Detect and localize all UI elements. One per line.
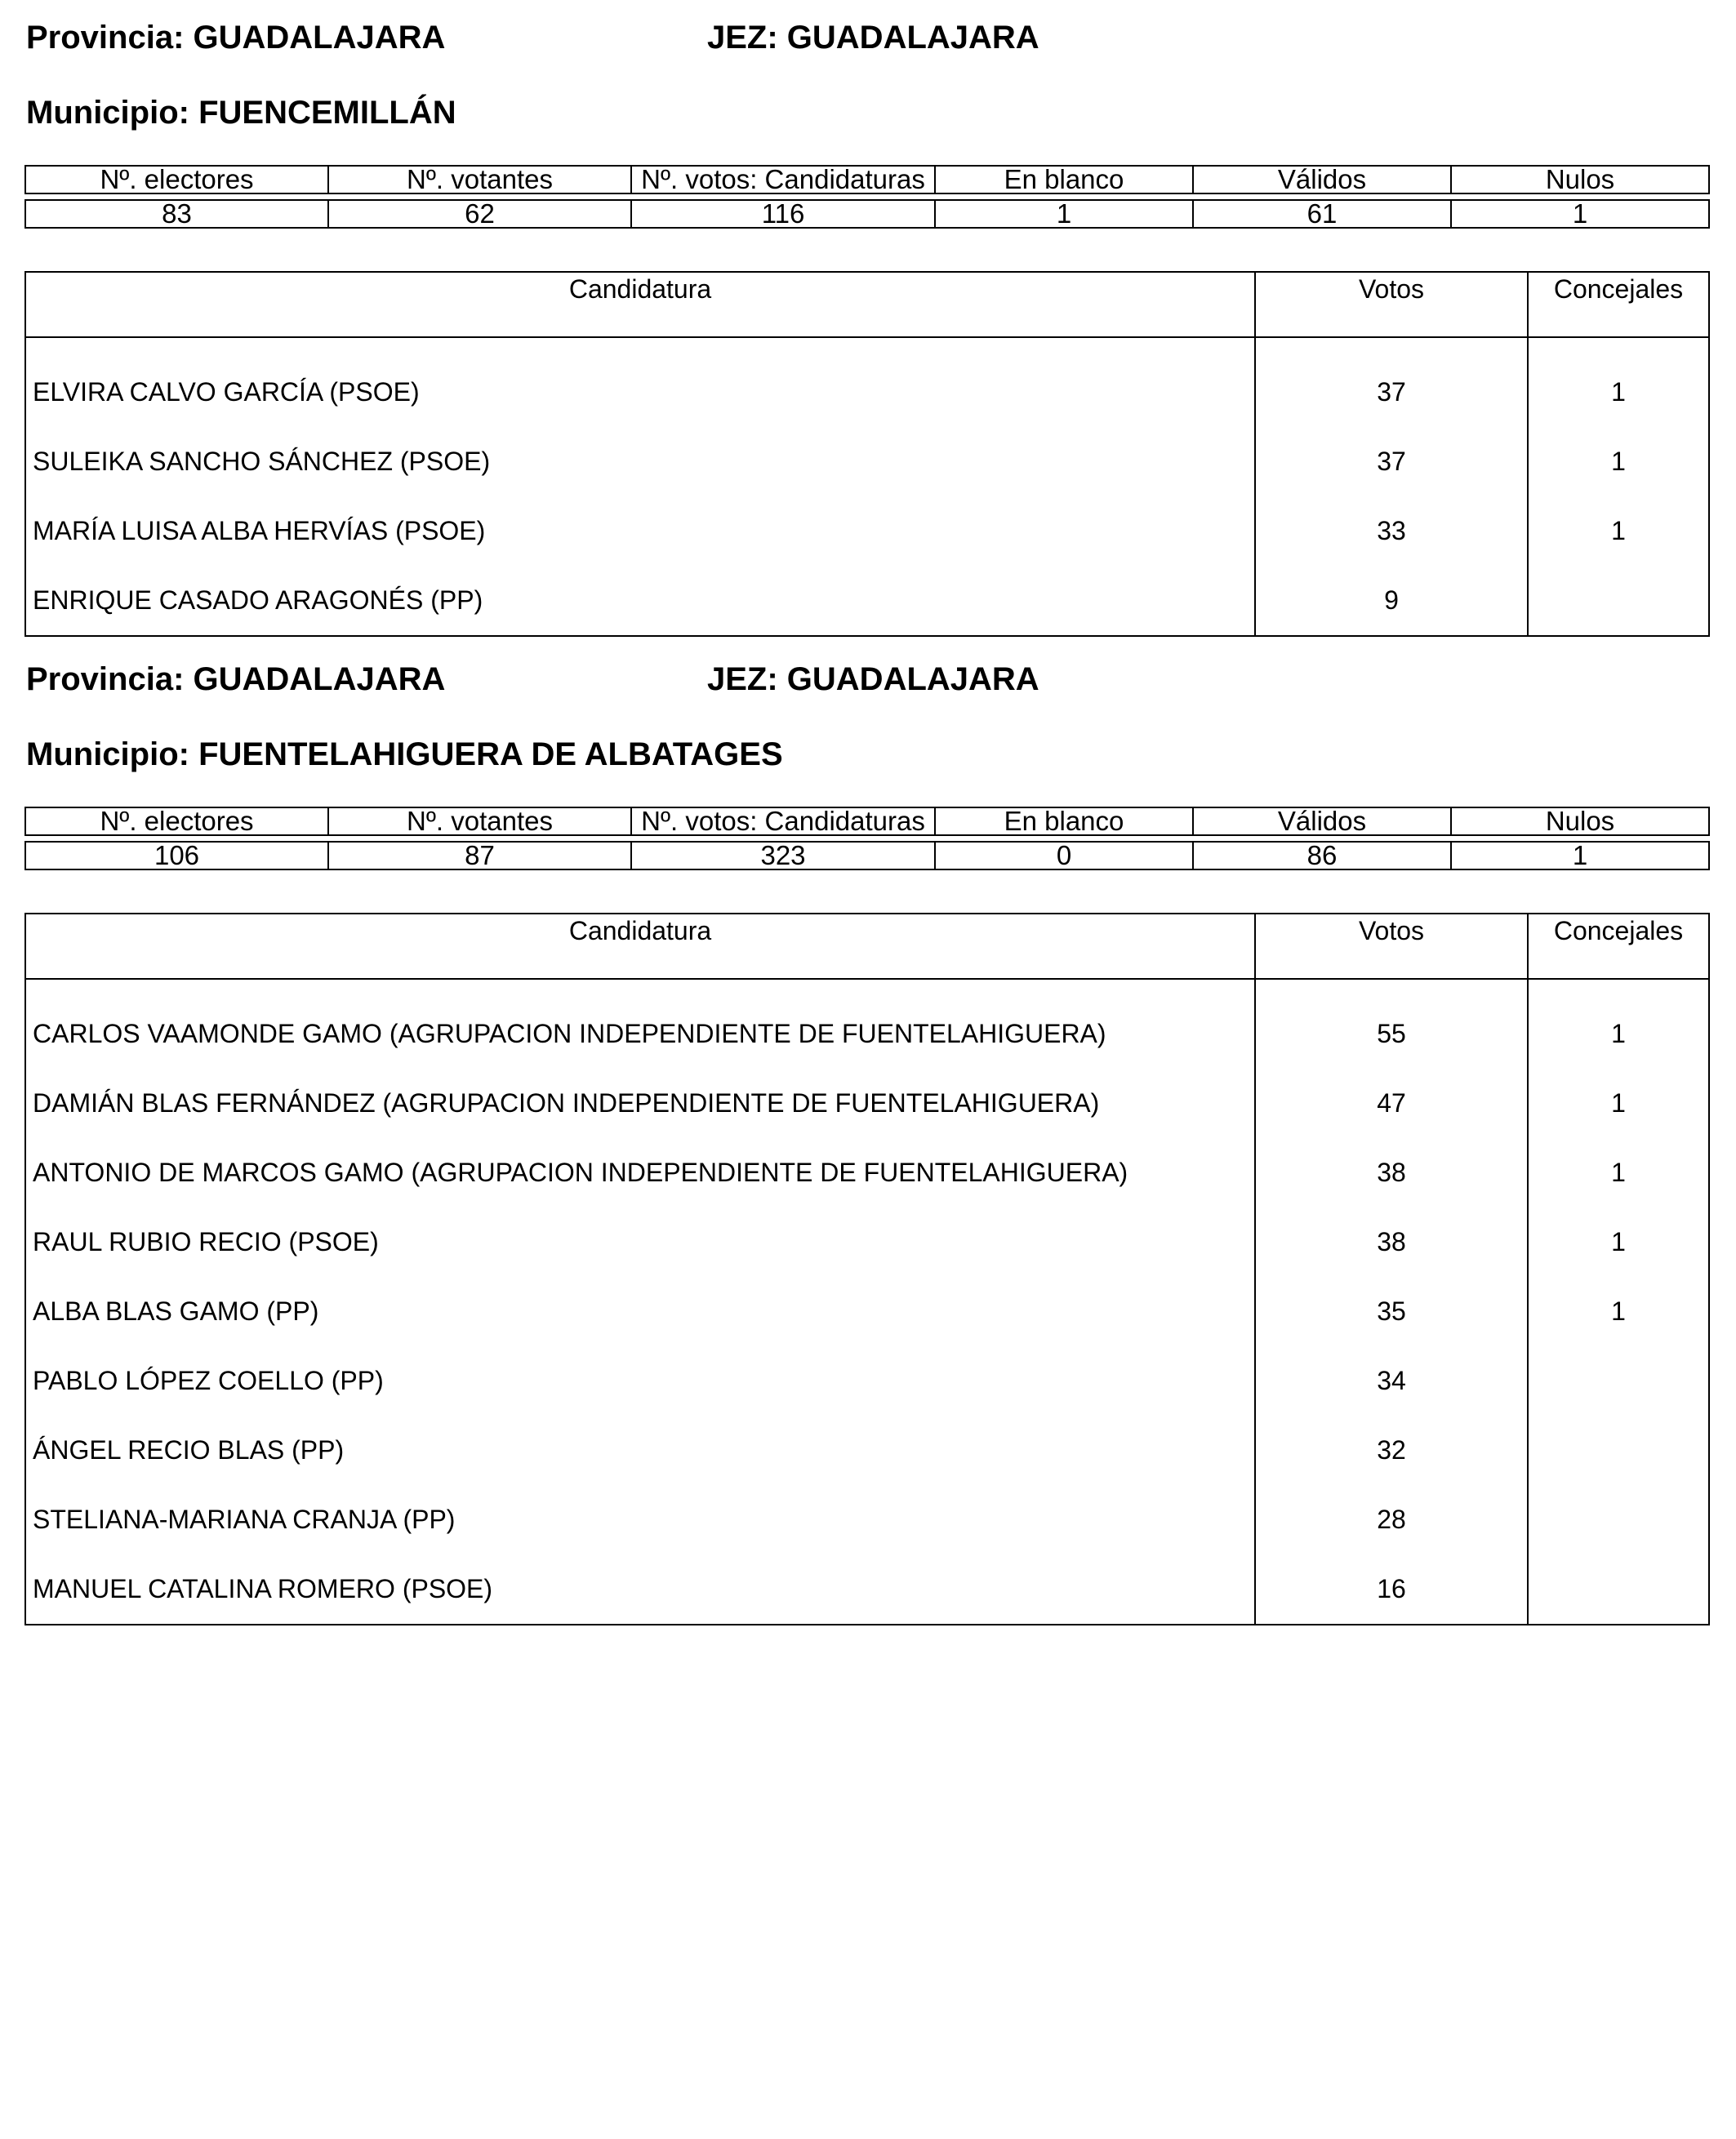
candidate-concejales bbox=[1528, 1416, 1709, 1485]
candidate-name: ALBA BLAS GAMO (PP) bbox=[33, 1296, 319, 1326]
summary-header-cell: En blanco bbox=[935, 807, 1193, 835]
candidate-row bbox=[25, 1207, 1709, 1277]
candidate-votos: 16 bbox=[1255, 1554, 1528, 1625]
summary-value-cell: 323 bbox=[631, 842, 935, 869]
summary-value-cell: 61 bbox=[1193, 200, 1451, 228]
candidate-name: ELVIRA CALVO GARCÍA (PSOE) bbox=[33, 377, 420, 407]
municipio-section bbox=[24, 0, 1708, 620]
candidates-header-row bbox=[25, 272, 1709, 337]
candidate-name: MARÍA LUISA ALBA HERVÍAS (PSOE) bbox=[33, 516, 486, 545]
concejales-header: Concejales bbox=[1528, 272, 1709, 337]
candidate-concejales: 1 bbox=[1528, 1138, 1709, 1207]
candidate-name: MANUEL CATALINA ROMERO (PSOE) bbox=[33, 1574, 493, 1603]
municipio-heading: Municipio: FUENCEMILLÁN bbox=[26, 95, 456, 131]
summary-header-cell: Nº. votantes bbox=[328, 807, 631, 835]
candidate-row bbox=[25, 979, 1709, 1069]
candidate-concejales: 1 bbox=[1528, 1069, 1709, 1138]
candidate-name: CARLOS VAAMONDE GAMO (AGRUPACION INDEPENDIENTE DE FUENTELAHIGUERA) bbox=[33, 1019, 1106, 1048]
candidate-concejales bbox=[1528, 566, 1709, 636]
summary-table bbox=[24, 165, 1710, 229]
summary-header-cell: Nº. votos: Candidaturas bbox=[631, 166, 935, 193]
concejales-header: Concejales bbox=[1528, 914, 1709, 979]
candidate-votos: 47 bbox=[1255, 1069, 1528, 1138]
summary-value-row bbox=[25, 842, 1709, 869]
votos-header: Votos bbox=[1255, 914, 1528, 979]
candidate-name: PABLO LÓPEZ COELLO (PP) bbox=[33, 1366, 384, 1395]
summary-header-cell: Válidos bbox=[1193, 807, 1451, 835]
candidate-row bbox=[25, 1069, 1709, 1138]
candidates-header-row bbox=[25, 914, 1709, 979]
provincia-heading: Provincia: GUADALAJARA bbox=[26, 661, 446, 697]
votos-header: Votos bbox=[1255, 272, 1528, 337]
municipio-heading: Municipio: FUENTELAHIGUERA DE ALBATAGES bbox=[26, 736, 783, 772]
candidate-concejales bbox=[1528, 1554, 1709, 1625]
candidate-row bbox=[25, 427, 1709, 496]
candidate-name: DAMIÁN BLAS FERNÁNDEZ (AGRUPACION INDEPENDIENTE DE FUENTELAHIGUERA) bbox=[33, 1088, 1100, 1118]
candidate-votos: 32 bbox=[1255, 1416, 1528, 1485]
candidate-votos: 37 bbox=[1255, 427, 1528, 496]
candidate-concejales bbox=[1528, 1485, 1709, 1554]
summary-header-cell: En blanco bbox=[935, 166, 1193, 193]
candidate-votos: 38 bbox=[1255, 1207, 1528, 1277]
summary-header-cell: Nulos bbox=[1451, 807, 1709, 835]
candidate-concejales bbox=[1528, 1346, 1709, 1416]
summary-value-cell: 1 bbox=[1451, 200, 1709, 228]
jez-heading: JEZ: GUADALAJARA bbox=[707, 20, 1039, 56]
summary-value-cell: 0 bbox=[935, 842, 1193, 869]
summary-value-cell: 1 bbox=[935, 200, 1193, 228]
summary-value-cell: 86 bbox=[1193, 842, 1451, 869]
candidates-table bbox=[24, 271, 1710, 637]
candidate-votos: 38 bbox=[1255, 1138, 1528, 1207]
summary-table bbox=[24, 807, 1710, 870]
summary-header-cell: Nº. votantes bbox=[328, 166, 631, 193]
summary-header-cell: Nº. electores bbox=[25, 166, 328, 193]
candidate-votos: 37 bbox=[1255, 337, 1528, 427]
candidate-concejales: 1 bbox=[1528, 337, 1709, 427]
candidate-name: ANTONIO DE MARCOS GAMO (AGRUPACION INDEPENDIENTE DE FUENTELAHIGUERA) bbox=[33, 1158, 1128, 1187]
summary-value-cell: 1 bbox=[1451, 842, 1709, 869]
candidatura-header: Candidatura bbox=[25, 272, 1255, 337]
candidate-name: ÁNGEL RECIO BLAS (PP) bbox=[33, 1435, 345, 1465]
candidate-row bbox=[25, 1554, 1709, 1625]
summary-value-cell: 116 bbox=[631, 200, 935, 228]
candidate-name: RAUL RUBIO RECIO (PSOE) bbox=[33, 1227, 379, 1256]
candidate-concejales: 1 bbox=[1528, 427, 1709, 496]
candidate-votos: 34 bbox=[1255, 1346, 1528, 1416]
summary-value-row bbox=[25, 200, 1709, 228]
candidatura-header: Candidatura bbox=[25, 914, 1255, 979]
summary-header-cell: Nº. votos: Candidaturas bbox=[631, 807, 935, 835]
summary-header-cell: Nulos bbox=[1451, 166, 1709, 193]
candidate-votos: 55 bbox=[1255, 979, 1528, 1069]
summary-value-cell: 87 bbox=[328, 842, 631, 869]
candidate-votos: 33 bbox=[1255, 496, 1528, 566]
summary-header-row bbox=[25, 807, 1709, 835]
candidate-name: ENRIQUE CASADO ARAGONÉS (PP) bbox=[33, 585, 483, 615]
summary-value-cell: 106 bbox=[25, 842, 328, 869]
candidate-concejales: 1 bbox=[1528, 1277, 1709, 1346]
provincia-heading: Provincia: GUADALAJARA bbox=[26, 20, 446, 56]
candidate-row bbox=[25, 566, 1709, 636]
jez-heading: JEZ: GUADALAJARA bbox=[707, 661, 1039, 697]
candidate-row bbox=[25, 496, 1709, 566]
summary-value-cell: 83 bbox=[25, 200, 328, 228]
candidate-votos: 9 bbox=[1255, 566, 1528, 636]
candidates-table bbox=[24, 913, 1710, 1625]
candidate-row bbox=[25, 1277, 1709, 1346]
summary-header-cell: Nº. electores bbox=[25, 807, 328, 835]
candidate-name: STELIANA-MARIANA CRANJA (PP) bbox=[33, 1505, 456, 1534]
candidate-votos: 28 bbox=[1255, 1485, 1528, 1554]
candidate-row bbox=[25, 337, 1709, 427]
candidate-row bbox=[25, 1138, 1709, 1207]
candidate-row bbox=[25, 1346, 1709, 1416]
municipio-section bbox=[24, 642, 1708, 1621]
summary-header-row bbox=[25, 166, 1709, 193]
candidate-concejales: 1 bbox=[1528, 1207, 1709, 1277]
candidate-row bbox=[25, 1416, 1709, 1485]
candidate-concejales: 1 bbox=[1528, 979, 1709, 1069]
candidate-votos: 35 bbox=[1255, 1277, 1528, 1346]
summary-value-cell: 62 bbox=[328, 200, 631, 228]
candidate-name: SULEIKA SANCHO SÁNCHEZ (PSOE) bbox=[33, 447, 491, 476]
summary-header-cell: Válidos bbox=[1193, 166, 1451, 193]
candidate-row bbox=[25, 1485, 1709, 1554]
candidate-concejales: 1 bbox=[1528, 496, 1709, 566]
